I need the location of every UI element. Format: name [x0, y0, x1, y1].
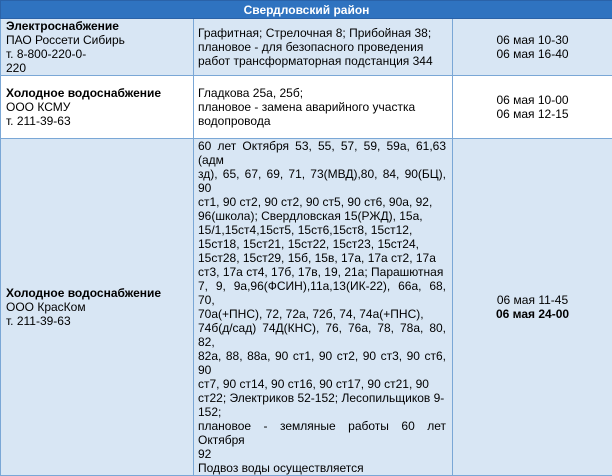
address-line: плановое - для безопасного проведения [198, 40, 446, 54]
time-end: 06 мая 24-00 [458, 307, 607, 321]
address-cell [194, 19, 453, 76]
address-line: 60 лет Октября 53, 55, 57, 59, 59а, 61,63 (адм [198, 139, 446, 167]
service-phone: т. 211-39-63 [6, 314, 188, 328]
address-line: 70а(+ПНС), 72, 72а, 72б, 74, 74а(+ПНС), [198, 307, 446, 321]
address-line: ст7, 90 ст14, 90 ст16, 90 ст17, 90 ст21, 90 [198, 377, 446, 391]
time-end: 06 мая 12-15 [458, 107, 607, 121]
address-line: Подвоз воды осуществляется [198, 461, 446, 475]
address-cell [194, 76, 453, 139]
address-line: плановое - замена аварийного участка [198, 100, 446, 114]
service-phone-cont: 220 [6, 61, 188, 75]
address-line: работ трансформаторная подстанция 344 [198, 54, 446, 68]
address-line: водопровода [198, 114, 446, 128]
service-title: Электроснабжение [6, 19, 188, 33]
service-phone: т. 211-39-63 [6, 114, 188, 128]
time-cell [453, 139, 612, 476]
service-phone: т. 8-800-220-0- [6, 47, 188, 61]
address-line: 15ст18, 15ст21, 15ст22, 15ст23, 15ст24, [198, 237, 446, 251]
time-start: 06 мая 10-30 [458, 33, 607, 47]
service-title: Холодное водоснабжение [6, 86, 188, 100]
address-cell [194, 139, 453, 476]
time-start: 06 мая 11-45 [458, 293, 607, 307]
address-line: ст3, 17а ст4, 17б, 17в, 19, 21а; Парашютная [198, 265, 446, 279]
table-row [1, 139, 612, 476]
address-line: ст1, 90 ст2, 90 ст2, 90 ст5, 90 ст6, 90а, 92, [198, 195, 446, 209]
service-cell [1, 139, 194, 476]
address-line: 15ст28, 15ст29, 15б, 15в, 17а, 17а ст2, 17а [198, 251, 446, 265]
address-line: 82а, 88, 88а, 90 ст1, 90 ст2, 90 ст3, 90 ст6, 90 [198, 349, 446, 377]
address-line: плановое - земляные работы 60 лет Октября [198, 419, 446, 447]
address-line: 92 [198, 447, 446, 461]
service-provider: ПАО Россети Сибирь [6, 33, 188, 47]
address-line: 152; [198, 405, 446, 419]
table-row [1, 76, 612, 139]
district-title: Свердловский район [1, 1, 612, 19]
service-cell [1, 76, 194, 139]
address-line: 74б(д/сад) 74Д(КНС), 76, 76а, 78, 78а, 80, 82, [198, 321, 446, 349]
time-cell [453, 76, 612, 139]
address-line: Графитная; Стрелочная 8; Прибойная 38; [198, 26, 446, 40]
table-row [1, 19, 612, 76]
service-provider: ООО КрасКом [6, 300, 188, 314]
address-line: 15/1,15ст4,15ст5, 15ст6,15ст8, 15ст12, [198, 223, 446, 237]
service-provider: ООО КСМУ [6, 100, 188, 114]
time-end: 06 мая 16-40 [458, 47, 607, 61]
address-line: 7, 9, 9а,96(ФСИН),11а,13(ИК-22), 66а, 68, 70, [198, 279, 446, 307]
address-line: ст22; Электриков 52-152; Лесопильщиков 9- [198, 391, 446, 405]
address-line: зд), 65, 67, 69, 71, 73(МВД),80, 84, 90(БЦ), 90 [198, 167, 446, 195]
district-header-row [1, 1, 612, 19]
time-cell [453, 19, 612, 76]
service-cell [1, 19, 194, 76]
service-title: Холодное водоснабжение [6, 286, 188, 300]
address-line: Гладкова 25а, 25б; [198, 86, 446, 100]
time-start: 06 мая 10-00 [458, 93, 607, 107]
address-line: 96(школа); Свердловская 15(РЖД), 15а, [198, 209, 446, 223]
